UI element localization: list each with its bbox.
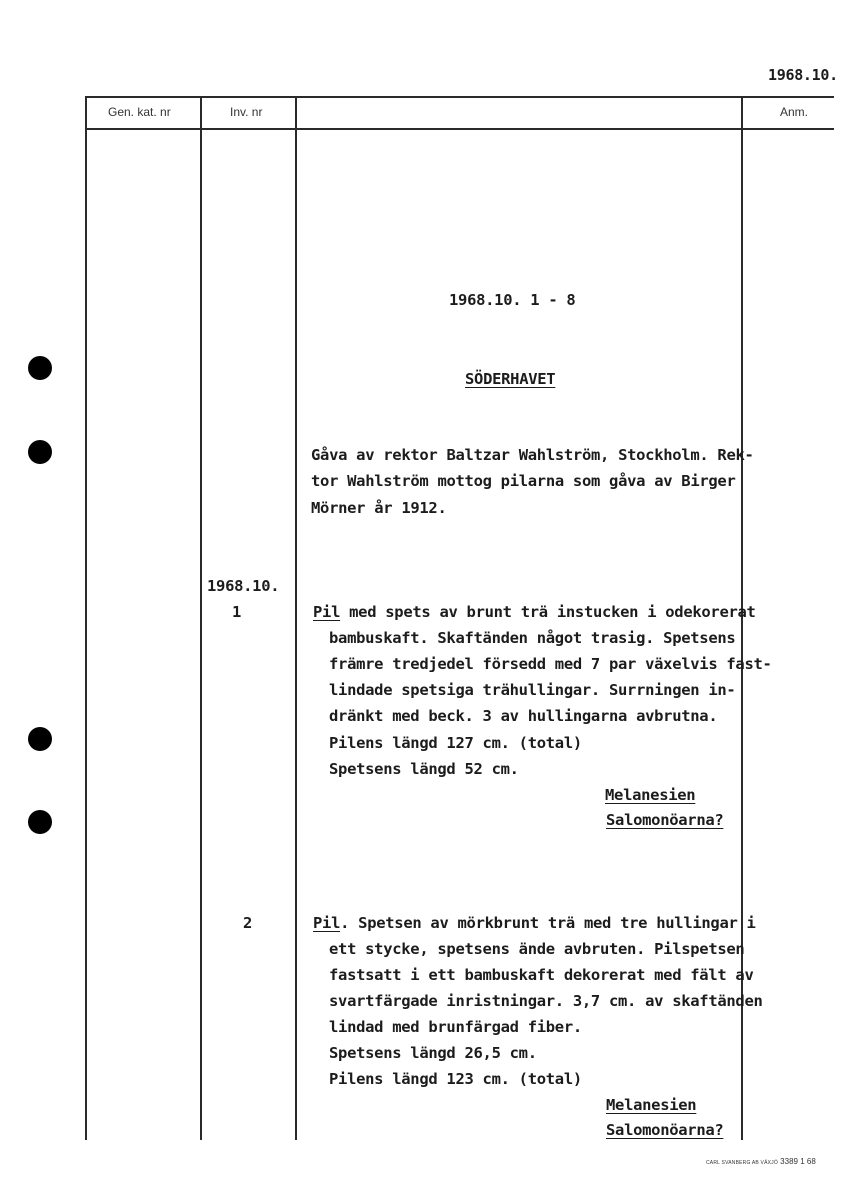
intro-line: Gåva av rektor Baltzar Wahlström, Stockholm. Rek- [311, 446, 754, 464]
catalog-range-title: 1968.10. 1 - 8 [449, 291, 576, 309]
entry-line: dränkt med beck. 3 av hullingarna avbrutna. [329, 707, 718, 725]
provenance-region: Melanesien [605, 786, 696, 804]
entry-line: bambuskaft. Skaftänden något trasig. Spetsens [329, 629, 736, 647]
entry-line: främre tredjedel försedd med 7 par växelvis fast- [329, 655, 772, 673]
form-footer [706, 1157, 816, 1166]
entry-first-line [313, 914, 756, 932]
provenance-islands: Salomonöarna? [606, 811, 724, 829]
entry-line: svartfärgade inristningar. 3,7 cm. av skaftänden [329, 992, 763, 1010]
column-rule-inv-text [295, 96, 297, 1140]
punch-hole-2 [28, 440, 52, 464]
object-term: Pil [313, 914, 341, 932]
header-top-rule [85, 96, 834, 98]
header-inv-nr: Inv. nr [230, 105, 263, 119]
inv-number-prefix: 1968.10. [207, 577, 280, 595]
entry-line: Spetsens längd 26,5 cm. [329, 1044, 537, 1062]
punch-hole-4 [28, 810, 52, 834]
punch-hole-3 [28, 727, 52, 751]
intro-line: tor Wahlström mottog pilarna som gåva av Birger [311, 472, 736, 490]
object-term: Pil [313, 603, 341, 621]
printer-imprint: CARL SVANBERG AB VÄXJÖ [706, 1160, 778, 1166]
form-number: 3389 1 68 [780, 1157, 816, 1166]
entry-line: Pilens längd 123 cm. (total) [329, 1070, 582, 1088]
header-gen-kat-nr: Gen. kat. nr [108, 105, 171, 119]
punch-hole-1 [28, 356, 52, 380]
entry-line: ett stycke, spetsens ände avbruten. Pilspetsen [329, 940, 745, 958]
entry-line: lindad med brunfärgad fiber. [329, 1018, 582, 1036]
column-rule-left [85, 96, 87, 1140]
header-bottom-rule [85, 128, 834, 130]
intro-line: Mörner år 1912. [311, 499, 447, 517]
entry-line: lindade spetsiga trähullingar. Surrningen in- [329, 681, 736, 699]
inv-number: 1 [232, 603, 242, 621]
entry-line: fastsatt i ett bambuskaft dekorerat med fält av [329, 966, 754, 984]
entry-line: Pilens längd 127 cm. (total) [329, 734, 582, 752]
column-rule-gen-inv [200, 96, 202, 1140]
page-number: 1968.10. [768, 66, 838, 84]
provenance-islands: Salomonöarna? [606, 1121, 724, 1139]
region-heading: SÖDERHAVET [465, 370, 556, 388]
provenance-region: Melanesien [606, 1096, 697, 1114]
entry-text: . Spetsen av mörkbrunt trä med tre hullingar i [340, 914, 756, 932]
header-anm: Anm. [780, 105, 809, 119]
entry-text: med spets av brunt trä instucken i odekorerat [340, 603, 756, 621]
inv-number: 2 [243, 914, 253, 932]
entry-first-line [313, 603, 756, 621]
entry-line: Spetsens längd 52 cm. [329, 760, 519, 778]
